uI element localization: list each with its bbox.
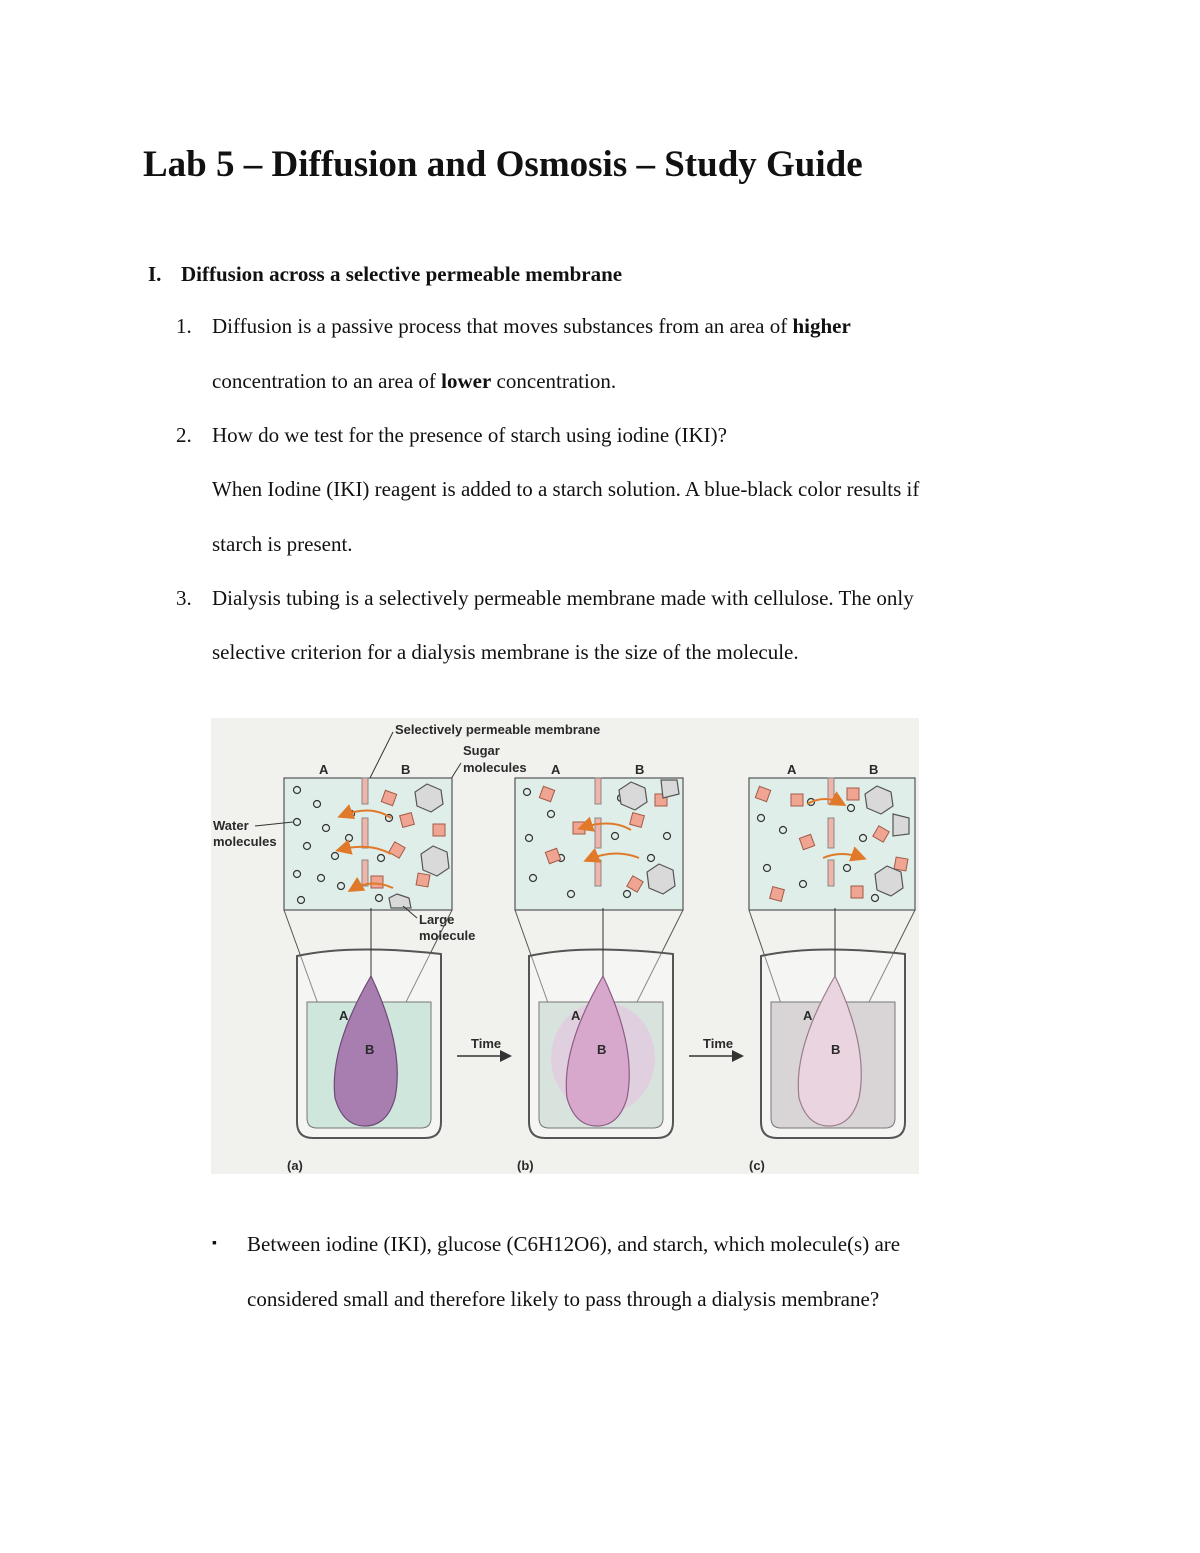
panel-c-caption: (c) xyxy=(749,1158,765,1173)
membrane-segment xyxy=(595,860,601,886)
membrane-segment xyxy=(362,818,368,848)
item-1-text-c: concentration. xyxy=(491,369,617,393)
beaker-b-label-a: A xyxy=(571,1008,581,1023)
panel-a-side-a: A xyxy=(319,762,329,777)
section-heading-text: Diffusion across a selective permeable membrane xyxy=(181,262,623,286)
membrane-segment xyxy=(595,818,601,848)
item-3-line-2: selective criterion for a dialysis membrane is the size of the molecule. xyxy=(212,640,799,664)
panel-b-side-b: B xyxy=(635,762,645,777)
item-1-number: 1. xyxy=(176,314,192,338)
sugar-label-1: Sugar xyxy=(463,743,500,758)
water-label-2: molecules xyxy=(213,834,277,849)
item-1-text-a: Diffusion is a passive process that moves substances from an area of xyxy=(212,314,793,338)
section-heading xyxy=(148,262,622,287)
section-numeral: I. xyxy=(148,262,162,286)
large-label-2: molecule xyxy=(419,928,476,943)
item-2-number: 2. xyxy=(176,423,192,447)
membrane-label: Selectively permeable membrane xyxy=(395,722,601,737)
membrane-segment xyxy=(362,860,368,886)
item-1-line-2 xyxy=(212,369,616,394)
question-line-1: Between iodine (IKI), glucose (C6H12O6), and starch, which molecule(s) are xyxy=(247,1232,901,1256)
time-label-1: Time xyxy=(471,1036,502,1051)
water-label-1: Water xyxy=(213,818,249,833)
panel-b-caption: (b) xyxy=(517,1158,534,1173)
large-label-1: Large xyxy=(419,912,455,927)
item-3-number: 3. xyxy=(176,586,192,610)
item-1-bold-lower: lower xyxy=(441,369,492,393)
beaker-c-label-b: B xyxy=(831,1042,841,1057)
question-bullet: ▪ xyxy=(212,1236,217,1251)
panel-c xyxy=(749,762,915,1173)
membrane-segment xyxy=(595,778,601,804)
item-2-line-2: When Iodine (IKI) reagent is added to a starch solution. A blue-black color results if xyxy=(212,477,920,501)
panel-c-side-b: B xyxy=(869,762,879,777)
beaker-a-label-b: B xyxy=(365,1042,375,1057)
diffusion-figure xyxy=(211,718,919,1174)
item-3-line-1: Dialysis tubing is a selectively permeable membrane made with cellulose. The only xyxy=(212,586,914,610)
membrane-segment xyxy=(828,860,834,886)
beaker-b-label-b: B xyxy=(597,1042,607,1057)
item-1-line-1 xyxy=(212,314,851,339)
page-title: Lab 5 – Diffusion and Osmosis – Study Guide xyxy=(143,144,863,185)
panel-a xyxy=(213,762,475,1173)
panel-c-side-a: A xyxy=(787,762,797,777)
sugar-label-2: molecules xyxy=(463,760,527,775)
item-2-line-1: How do we test for the presence of starch using iodine (IKI)? xyxy=(212,423,727,447)
panel-a-side-b: B xyxy=(401,762,411,777)
panel-b-side-a: A xyxy=(551,762,561,777)
beaker-a-label-a: A xyxy=(339,1008,349,1023)
membrane-segment xyxy=(362,778,368,804)
question-line-2: considered small and therefore likely to pass through a dialysis membrane? xyxy=(247,1287,880,1311)
diffusion-diagram xyxy=(211,718,919,1174)
item-1-text-b: concentration to an area of xyxy=(212,369,442,393)
time-label-2: Time xyxy=(703,1036,734,1051)
beaker-c-label-a: A xyxy=(803,1008,813,1023)
membrane-pointer xyxy=(369,732,393,780)
item-1-bold-higher: higher xyxy=(792,314,851,338)
item-2-line-3: starch is present. xyxy=(212,532,353,556)
panel-b xyxy=(515,762,683,1173)
membrane-segment xyxy=(828,818,834,848)
panel-a-caption: (a) xyxy=(287,1158,303,1173)
